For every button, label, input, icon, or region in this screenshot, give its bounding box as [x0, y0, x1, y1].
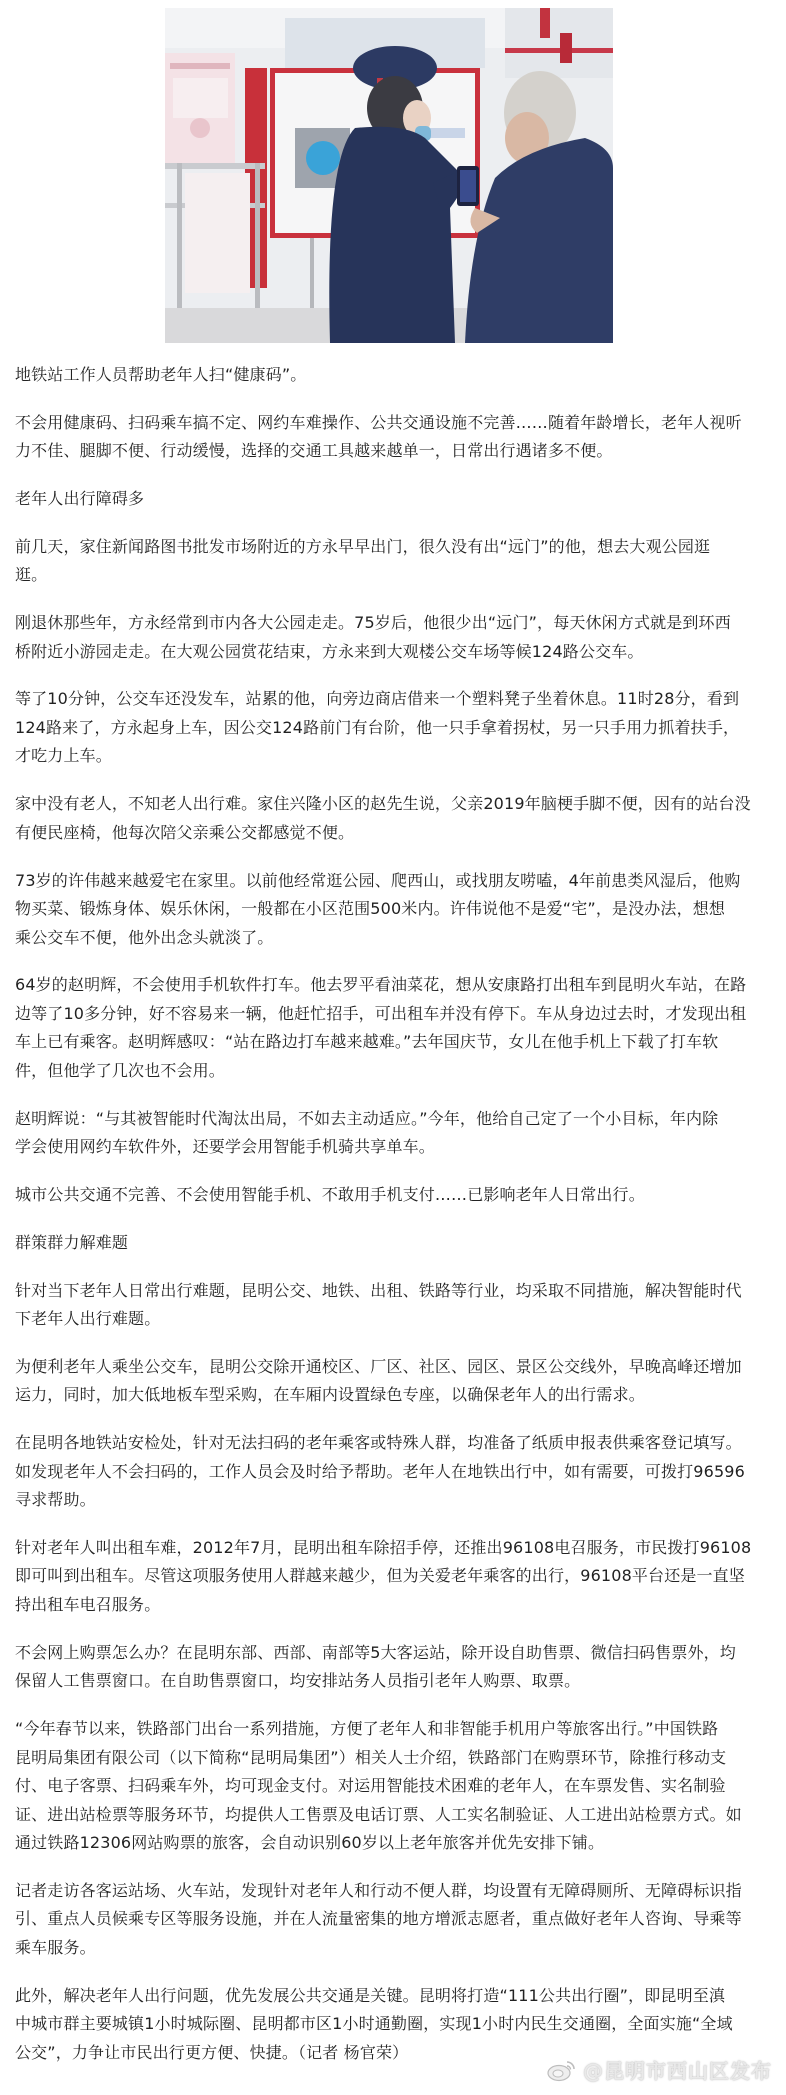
text-line: “今年春节以来，铁路部门出台一系列措施，方便了老年人和非智能手机用户等旅客出行。”中国铁路	[15, 1719, 719, 1739]
text-line: 持出租车电召服务。	[15, 1594, 161, 1614]
text-line: 家中没有老人，不知老人出行难。家住兴隆小区的赵先生说，父亲2019年脑梗手脚不便，因有的站台没	[15, 794, 751, 814]
text-line: 公交”，力争让市民出行更方便、快捷。（记者 杨官荣）	[15, 2042, 409, 2062]
text-line: 中城市群主要城镇1小时城际圈、昆明都市区1小时通勤圈，实现1小时内民生交通圈，全面实施“全域	[15, 2014, 733, 2034]
text-line: 付、电子客票、扫码乘车外，均可现金支付。对运用智能技术困难的老年人，在车票发售、实名制验	[15, 1776, 726, 1796]
paragraph	[15, 1277, 775, 1334]
paragraph	[15, 790, 775, 847]
text-line: 刚退休那些年，方永经常到市内各大公园走走。75岁后，他很少出“远门”，每天休闲方式就是到环西	[15, 613, 731, 633]
article-body	[15, 361, 775, 2086]
photo-caption	[15, 361, 775, 390]
paragraph	[15, 1715, 775, 1858]
text-line: 针对当下老年人日常出行难题，昆明公交、地铁、出租、铁路等行业，均采取不同措施，解决智能时代	[15, 1280, 742, 1300]
paragraph	[15, 867, 775, 953]
text-line: 学会使用网约车软件外，还要学会用智能手机骑共享单车。	[15, 1137, 435, 1157]
text-line: 城市公共交通不完善、不会使用智能手机、不敢用手机支付……已影响老年人日常出行。	[15, 1184, 645, 1204]
text-line: 下老年人出行难题。	[15, 1309, 161, 1329]
paragraph	[15, 609, 775, 666]
text-line: 为便利老年人乘坐公交车，昆明公交除开通校区、厂区、社区、园区、景区公交线外，早晚高峰还增加	[15, 1356, 742, 1376]
text-line: 有便民座椅，他每次陪父亲乘公交都感觉不便。	[15, 822, 355, 842]
text-line: 证、进出站检票等服务环节，均提供人工售票及电话订票、人工实名制验证、人工进出站检票方式。如	[15, 1804, 742, 1824]
paragraph	[15, 1105, 775, 1162]
news-photo	[165, 8, 613, 343]
text-line: 寻求帮助。	[15, 1490, 96, 1510]
text-line: 乘车服务。	[15, 1937, 96, 1957]
watermark-text: @昆明市西山区发布	[583, 2059, 772, 2083]
paragraph	[15, 1534, 775, 1620]
text-line: 乘公交车不便，他外出念头就淡了。	[15, 927, 274, 947]
weibo-icon	[547, 2058, 577, 2082]
text-line: 等了10分钟，公交车还没发车，站累的他，向旁边商店借来一个塑料凳子坐着休息。11时28分，看到	[15, 689, 740, 709]
photo-illustration	[165, 8, 613, 343]
paragraph	[15, 1353, 775, 1410]
paragraph	[15, 1181, 775, 1210]
text-line: 即可叫到出租车。尽管这项服务使用人群越来越少，但为关爱老年乘客的出行，96108平台还是一直坚	[15, 1566, 745, 1586]
text-line: 73岁的许伟越来越爱宅在家里。以前他经常逛公园、爬西山，或找朋友唠嗑，4年前患类风湿后，他购	[15, 870, 741, 890]
weibo-watermark	[547, 2055, 772, 2084]
paragraph	[15, 533, 775, 590]
text-line: 记者走访各客运站场、火车站，发现针对老年人和行动不便人群，均设置有无障碍厕所、无障碍标识指	[15, 1880, 742, 1900]
text-line: 此外，解决老年人出行问题，优先发展公共交通是关键。昆明将打造“111公共出行圈”，即昆明至滇	[15, 1985, 726, 2005]
section-heading-obstacles	[15, 485, 775, 514]
paragraph	[15, 685, 775, 771]
text-line: 不会网上购票怎么办？在昆明东部、西部、南部等5大客运站，除开设自助售票、微信扫码售票外，均	[15, 1642, 736, 1662]
text-line: 运力，同时，加大低地板车型采购，在车厢内设置绿色专座，以确保老年人的出行需求。	[15, 1385, 645, 1405]
text-line: 件，但他学了几次也不会用。	[15, 1060, 225, 1080]
text-line: 在昆明各地铁站安检处，针对无法扫码的老年乘客或特殊人群，均准备了纸质申报表供乘客登记填写。	[15, 1433, 742, 1453]
text-line: 老年人出行障碍多	[15, 489, 145, 509]
text-line: 物买菜、锻炼身体、娱乐休闲，一般都在小区范围500米内。许伟说他不是爱“宅”，是没办法，想想	[15, 899, 726, 919]
text-line: 针对老年人叫出租车难，2012年7月，昆明出租车除招手停，还推出96108电召服务，市民拨打96108	[15, 1537, 752, 1557]
text-line: 桥附近小游园走走。在大观公园赏花结束，方永来到大观楼公交车场等候124路公交车。	[15, 641, 644, 661]
text-line: 边等了10多分钟，好不容易来一辆，他赶忙招手，可出租车并没有停下。车从身边过去时，才发现出租	[15, 1003, 747, 1023]
text-line: 才吃力上车。	[15, 746, 112, 766]
paragraph	[15, 1877, 775, 1963]
paragraph	[15, 1639, 775, 1696]
text-line: 如发现老年人不会扫码的，工作人员会及时给予帮助。老年人在地铁出行中，如有需要，可拨打96596	[15, 1461, 745, 1481]
paragraph-intro	[15, 409, 775, 466]
text-line: 昆明局集团有限公司（以下简称“昆明局集团”）相关人士介绍，铁路部门在购票环节，除推行移动支	[15, 1747, 727, 1767]
text-line: 通过铁路12306网站购票的旅客，会自动识别60岁以上老年旅客并优先安排下铺。	[15, 1833, 605, 1853]
paragraph	[15, 1429, 775, 1515]
text-line: 力不佳、腿脚不便、行动缓慢，选择的交通工具越来越单一，日常出行遇诸多不便。	[15, 441, 613, 461]
text-line: 64岁的赵明辉，不会使用手机软件打车。他去罗平看油菜花，想从安康路打出租车到昆明火车站，在路	[15, 975, 747, 995]
text-line: 逛。	[15, 565, 48, 585]
text-line: 赵明辉说：“与其被智能时代淘汰出局，不如去主动适应。”今年，他给自己定了一个小目标，年内除	[15, 1108, 719, 1128]
text-line: 保留人工售票窗口。在自助售票窗口，均安排站务人员指引老年人购票、取票。	[15, 1671, 581, 1691]
text-line: 车上已有乘客。赵明辉感叹：“站在路边打车越来越难。”去年国庆节，女儿在他手机上下载了打车软	[15, 1032, 719, 1052]
text-line: 124路来了，方永起身上车，因公交124路前门有台阶，他一只手拿着拐杖，另一只手用力抓着扶手，	[15, 717, 740, 737]
text-line: 地铁站工作人员帮助老年人扫“健康码”。	[15, 365, 307, 384]
text-line: 引、重点人员候乘专区等服务设施，并在人流量密集的地方增派志愿者，重点做好老年人咨询、导乘等	[15, 1909, 742, 1929]
text-line: 不会用健康码、扫码乘车搞不定、网约车难操作、公共交通设施不完善……随着年龄增长，老年人视听	[15, 412, 742, 432]
paragraph	[15, 971, 775, 1085]
text-line: 群策群力解难题	[15, 1232, 129, 1252]
section-heading-solutions	[15, 1229, 775, 1258]
text-line: 前几天，家住新闻路图书批发市场附近的方永早早出门，很久没有出“远门”的他，想去大观公园逛	[15, 536, 711, 556]
